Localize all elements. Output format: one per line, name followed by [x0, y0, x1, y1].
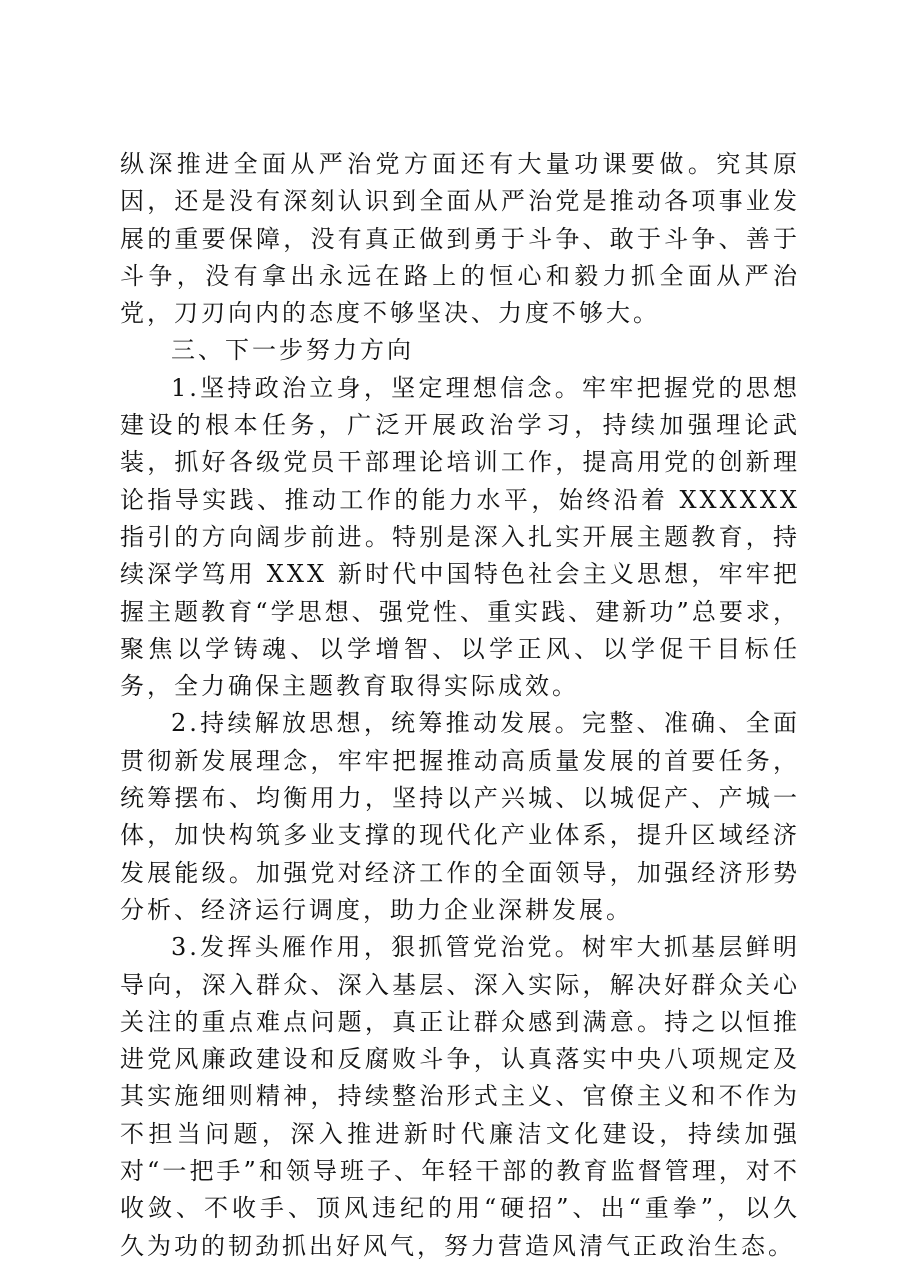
paragraph-item-3: 3.发挥头雁作用，狠抓管党治党。树牢大抓基层鲜明导向，深入群众、深入基层、深入实际，解决好群众关心关注的重点难点问题，真正让群众感到满意。持之以恒推进党风廉政建设和反腐败斗争，认真落实中央八项规定及其实施细则精神，持续整治形式主义、官僚主义和不作为不担当问题，深入推进新时代廉洁文化建设，持续加强对“一把手”和领导班子、年轻干部的教育监督管理，对不收敛、不收手、顶风违纪的用“硬招”、出“重拳”，以久久为功的韧劲抓出好风气，努力营造风清气正政治生态。 [120, 933, 800, 1260]
paragraph-item-2: 2.持续解放思想，统筹推动发展。完整、准确、全面贯彻新发展理念，牢牢把握推动高质量发展的首要任务，统筹摆布、均衡用力，坚持以产兴城、以城促产、产城一体，加快构筑多业支撑的现代化产业体系，提升区域经济发展能级。加强党对经济工作的全面领导，加强经济形势分析、经济运行调度，助力企业深耕发展。 [120, 709, 800, 924]
document-body [120, 146, 800, 1265]
section-heading-next-steps: 三、下一步努力方向 [171, 336, 414, 365]
paragraph-item-1: 1.坚持政治立身，坚定理想信念。牢牢把握党的思想建设的根本任务，广泛开展政治学习，持续加强理论武装，抓好各级党员干部理论培训工作，提高用党的创新理论指导实践、推动工作的能力水平，始终沿着 XXXXXX 指引的方向阔步前进。特别是深入扎实开展主题教育，持续深学笃用 XXX 新时代中国特色社会主义思想，牢牢把握主题教育“学思想、强党性、重实践、建新功”总要求，聚焦以学铸魂、以学增智、以学正风、以学促干目标任务，全力确保主题教育取得实际成效。 [120, 373, 800, 701]
paragraph-continuation: 纵深推进全面从严治党方面还有大量功课要做。究其原因，还是没有深刻认识到全面从严治党是推动各项事业发展的重要保障，没有真正做到勇于斗争、敢于斗争、善于斗争，没有拿出永远在路上的恒心和毅力抓全面从严治党，刀刃向内的态度不够坚决、力度不够大。 [120, 150, 800, 328]
